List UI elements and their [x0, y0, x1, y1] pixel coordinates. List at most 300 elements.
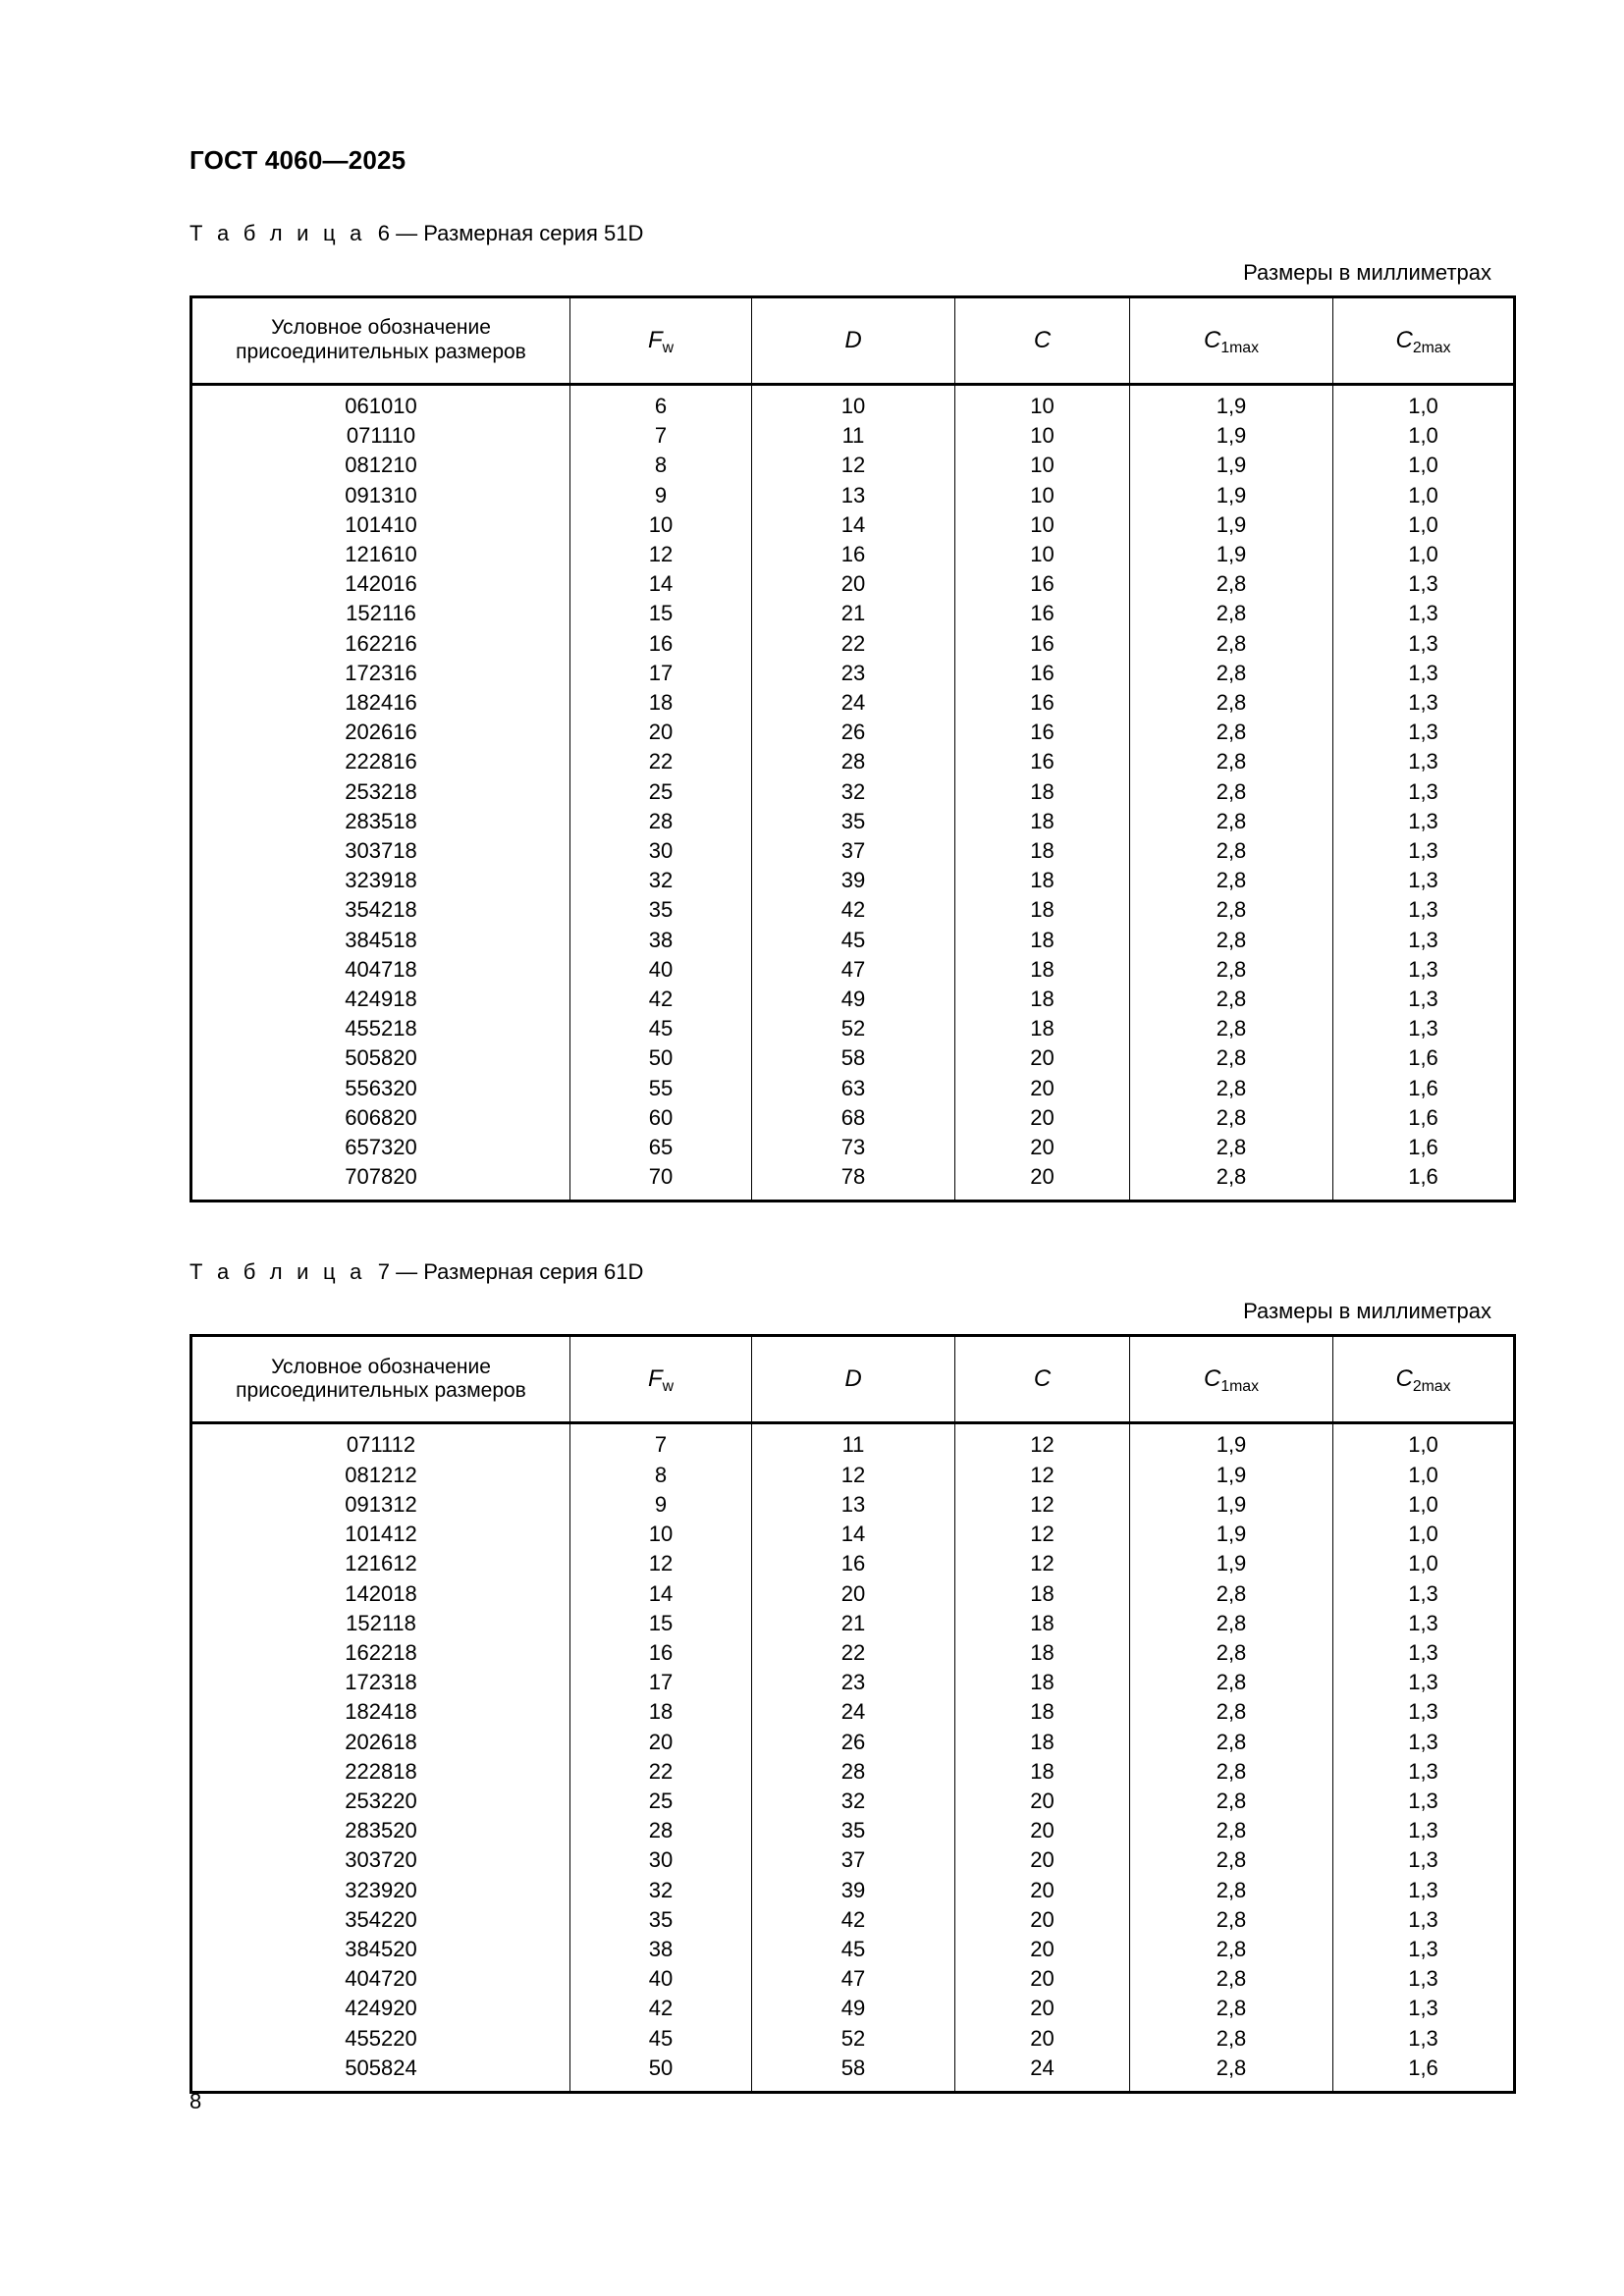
- cell-value: 22: [752, 1638, 955, 1668]
- cell-value: 1,3: [1333, 895, 1515, 925]
- table-row: [191, 451, 1515, 480]
- cell-value: 12: [955, 1423, 1130, 1461]
- column-header-symbol-5: [1333, 1336, 1515, 1423]
- cell-value: 2,8: [1130, 866, 1333, 895]
- table-row: [191, 1579, 1515, 1609]
- cell-value: 14: [752, 510, 955, 540]
- cell-value: 1,9: [1130, 1461, 1333, 1490]
- symbol-subscript: 2max: [1412, 339, 1451, 356]
- cell-value: 2,8: [1130, 926, 1333, 955]
- cell-value: 1,3: [1333, 836, 1515, 866]
- cell-value: 42: [752, 895, 955, 925]
- cell-designation: 081212: [191, 1461, 570, 1490]
- cell-designation: 162218: [191, 1638, 570, 1668]
- cell-value: 20: [570, 1728, 752, 1757]
- cell-value: 73: [752, 1133, 955, 1162]
- cell-value: 2,8: [1130, 895, 1333, 925]
- symbol-subscript: w: [662, 339, 675, 356]
- cell-value: 1,3: [1333, 1935, 1515, 1964]
- cell-value: 7: [570, 1423, 752, 1461]
- cell-value: 1,6: [1333, 1103, 1515, 1133]
- cell-value: 11: [752, 421, 955, 451]
- cell-value: 8: [570, 451, 752, 480]
- column-header-symbol-4: [1130, 297, 1333, 385]
- cell-value: 1,0: [1333, 510, 1515, 540]
- cell-value: 24: [752, 688, 955, 718]
- cell-value: 2,8: [1130, 688, 1333, 718]
- cell-value: 2,8: [1130, 2054, 1333, 2093]
- cell-value: 24: [955, 2054, 1130, 2093]
- table-caption-title: 7 — Размерная серия 61D: [377, 1259, 644, 1285]
- cell-designation: 202616: [191, 718, 570, 747]
- column-header-line-2: присоединительных размеров: [236, 341, 526, 363]
- symbol-letter: $C_{1max}$: [1203, 326, 1260, 356]
- table-row: [191, 1490, 1515, 1520]
- cell-value: 20: [955, 1133, 1130, 1162]
- cell-value: 20: [752, 1579, 955, 1609]
- cell-value: 9: [570, 481, 752, 510]
- cell-designation: 182416: [191, 688, 570, 718]
- cell-value: 10: [570, 510, 752, 540]
- cell-value: 30: [570, 1845, 752, 1875]
- cell-value: 18: [570, 688, 752, 718]
- table-row: [191, 421, 1515, 451]
- cell-value: 7: [570, 421, 752, 451]
- cell-value: 18: [955, 836, 1130, 866]
- cell-value: 47: [752, 955, 955, 985]
- cell-designation: 121612: [191, 1549, 570, 1578]
- cell-value: 10: [955, 540, 1130, 569]
- cell-value: 15: [570, 599, 752, 628]
- cell-value: 1,3: [1333, 1014, 1515, 1043]
- cell-value: 50: [570, 1043, 752, 1073]
- cell-value: 6: [570, 385, 752, 422]
- cell-value: 1,0: [1333, 1549, 1515, 1578]
- table-row: [191, 747, 1515, 776]
- table-row: [191, 866, 1515, 895]
- table-row: [191, 1728, 1515, 1757]
- cell-value: 10: [955, 510, 1130, 540]
- table-row: [191, 599, 1515, 628]
- cell-value: 17: [570, 1668, 752, 1697]
- column-header-symbol-3: [955, 297, 1130, 385]
- cell-value: 1,9: [1130, 385, 1333, 422]
- cell-value: 16: [752, 1549, 955, 1578]
- cell-value: 13: [752, 481, 955, 510]
- cell-value: 42: [570, 1994, 752, 2023]
- units-note: Размеры в миллиметрах: [1243, 260, 1491, 285]
- cell-value: 2,8: [1130, 1964, 1333, 1994]
- cell-designation: 182418: [191, 1697, 570, 1727]
- cell-designation: 556320: [191, 1074, 570, 1103]
- cell-designation: 505820: [191, 1043, 570, 1073]
- cell-value: 16: [955, 718, 1130, 747]
- cell-designation: 404718: [191, 955, 570, 985]
- cell-value: 2,8: [1130, 1816, 1333, 1845]
- table-row: [191, 2024, 1515, 2054]
- symbol-letter: C: [1033, 1365, 1052, 1393]
- cell-designation: 606820: [191, 1103, 570, 1133]
- cell-value: 26: [752, 718, 955, 747]
- cell-value: 1,9: [1130, 510, 1333, 540]
- column-header-symbol-3: [955, 1336, 1130, 1423]
- table-row: [191, 1014, 1515, 1043]
- column-header-symbol-5: [1333, 297, 1515, 385]
- cell-designation: 152116: [191, 599, 570, 628]
- table-row: [191, 540, 1515, 569]
- table-header-row: [191, 297, 1515, 385]
- symbol-subscript: 1max: [1220, 1378, 1260, 1396]
- symbol-letter: $C_{2max}$: [1395, 326, 1451, 356]
- page-content: [189, 221, 1513, 2094]
- cell-designation: 384520: [191, 1935, 570, 1964]
- cell-designation: 222818: [191, 1757, 570, 1787]
- table-row: [191, 895, 1515, 925]
- table-row: [191, 1461, 1515, 1490]
- cell-value: 1,0: [1333, 1490, 1515, 1520]
- cell-value: 28: [570, 807, 752, 836]
- cell-value: 2,8: [1130, 836, 1333, 866]
- cell-value: 1,3: [1333, 985, 1515, 1014]
- cell-value: 1,3: [1333, 777, 1515, 807]
- cell-value: 28: [570, 1816, 752, 1845]
- cell-designation: 424920: [191, 1994, 570, 2023]
- symbol-subscript: w: [662, 1378, 675, 1396]
- table-row: [191, 1043, 1515, 1073]
- cell-value: 20: [955, 1103, 1130, 1133]
- column-header-designation: [191, 297, 570, 385]
- cell-value: 2,8: [1130, 1787, 1333, 1816]
- cell-value: 2,8: [1130, 1638, 1333, 1668]
- table-row: [191, 807, 1515, 836]
- cell-value: 1,3: [1333, 599, 1515, 628]
- cell-value: 49: [752, 1994, 955, 2023]
- cell-value: 25: [570, 1787, 752, 1816]
- cell-value: 16: [955, 569, 1130, 599]
- cell-value: 1,3: [1333, 1638, 1515, 1668]
- cell-value: 1,3: [1333, 1905, 1515, 1935]
- cell-value: 78: [752, 1162, 955, 1201]
- cell-value: 24: [752, 1697, 955, 1727]
- cell-value: 2,8: [1130, 777, 1333, 807]
- column-header-line-1: Условное обозначение: [271, 1355, 491, 1378]
- cell-designation: 707820: [191, 1162, 570, 1201]
- cell-designation: 202618: [191, 1728, 570, 1757]
- table-row: [191, 985, 1515, 1014]
- cell-designation: 354220: [191, 1905, 570, 1935]
- cell-value: 28: [752, 1757, 955, 1787]
- cell-value: 40: [570, 1964, 752, 1994]
- cell-value: 45: [570, 1014, 752, 1043]
- table-row: [191, 1549, 1515, 1578]
- cell-value: 40: [570, 955, 752, 985]
- cell-value: 1,3: [1333, 1964, 1515, 1994]
- cell-value: 38: [570, 1935, 752, 1964]
- cell-value: 21: [752, 599, 955, 628]
- cell-designation: 121610: [191, 540, 570, 569]
- cell-value: 1,9: [1130, 1490, 1333, 1520]
- cell-value: 12: [955, 1461, 1130, 1490]
- table-row: [191, 955, 1515, 985]
- cell-value: 58: [752, 2054, 955, 2093]
- table-block: [189, 1259, 1513, 2093]
- cell-value: 1,6: [1333, 2054, 1515, 2093]
- cell-value: 11: [752, 1423, 955, 1461]
- cell-value: 37: [752, 1845, 955, 1875]
- symbol-subscript: 1max: [1220, 339, 1260, 356]
- cell-value: 22: [570, 747, 752, 776]
- cell-value: 2,8: [1130, 807, 1333, 836]
- cell-value: 16: [955, 659, 1130, 688]
- cell-value: 20: [570, 718, 752, 747]
- tables-container: [189, 221, 1513, 2094]
- cell-designation: 455220: [191, 2024, 570, 2054]
- cell-value: 1,3: [1333, 1728, 1515, 1757]
- cell-value: 23: [752, 1668, 955, 1697]
- page-number: 8: [189, 2089, 202, 2113]
- table-caption: [189, 1259, 1513, 1285]
- cell-designation: 071112: [191, 1423, 570, 1461]
- cell-value: 16: [570, 1638, 752, 1668]
- cell-designation: 101412: [191, 1520, 570, 1549]
- cell-value: 1,3: [1333, 1994, 1515, 2023]
- table-row: [191, 1757, 1515, 1787]
- cell-value: 20: [955, 1162, 1130, 1201]
- cell-value: 20: [752, 569, 955, 599]
- cell-value: 17: [570, 659, 752, 688]
- cell-value: 39: [752, 866, 955, 895]
- cell-value: 35: [570, 895, 752, 925]
- running-head: ГОСТ 4060—2025: [189, 145, 406, 175]
- cell-value: 32: [752, 777, 955, 807]
- table-spacer: [189, 1202, 1513, 1259]
- cell-value: 20: [955, 1043, 1130, 1073]
- cell-value: 1,6: [1333, 1133, 1515, 1162]
- cell-designation: 505824: [191, 2054, 570, 2093]
- cell-designation: 172316: [191, 659, 570, 688]
- cell-value: 1,3: [1333, 866, 1515, 895]
- cell-value: 2,8: [1130, 1579, 1333, 1609]
- cell-value: 18: [955, 777, 1130, 807]
- cell-value: 12: [955, 1549, 1130, 1578]
- cell-value: 42: [752, 1905, 955, 1935]
- cell-value: 18: [955, 1728, 1130, 1757]
- cell-value: 55: [570, 1074, 752, 1103]
- cell-value: 39: [752, 1876, 955, 1905]
- cell-designation: 283518: [191, 807, 570, 836]
- table-row: [191, 385, 1515, 422]
- cell-value: 2,8: [1130, 1994, 1333, 2023]
- cell-value: 20: [955, 1994, 1130, 2023]
- cell-designation: 222816: [191, 747, 570, 776]
- table-row: [191, 1638, 1515, 1668]
- cell-value: 1,3: [1333, 747, 1515, 776]
- cell-designation: 384518: [191, 926, 570, 955]
- cell-value: 68: [752, 1103, 955, 1133]
- table-row: [191, 1876, 1515, 1905]
- cell-value: 18: [955, 1697, 1130, 1727]
- cell-value: 2,8: [1130, 569, 1333, 599]
- cell-designation: 162216: [191, 629, 570, 659]
- cell-designation: 253220: [191, 1787, 570, 1816]
- symbol-letter: D: [844, 326, 862, 353]
- cell-value: 45: [752, 926, 955, 955]
- cell-value: 1,3: [1333, 1697, 1515, 1727]
- cell-designation: 091312: [191, 1490, 570, 1520]
- cell-value: 16: [570, 629, 752, 659]
- table-caption-word: Т а б л и ц а: [189, 221, 366, 245]
- table-row: [191, 2054, 1515, 2093]
- cell-value: 2,8: [1130, 2024, 1333, 2054]
- cell-designation: 172318: [191, 1668, 570, 1697]
- cell-designation: 283520: [191, 1816, 570, 1845]
- cell-value: 2,8: [1130, 1697, 1333, 1727]
- cell-value: 1,9: [1130, 451, 1333, 480]
- cell-designation: 253218: [191, 777, 570, 807]
- cell-value: 2,8: [1130, 1103, 1333, 1133]
- cell-value: 15: [570, 1609, 752, 1638]
- cell-value: 10: [955, 481, 1130, 510]
- table-row: [191, 481, 1515, 510]
- cell-value: 37: [752, 836, 955, 866]
- table-row: [191, 1905, 1515, 1935]
- cell-value: 35: [752, 1816, 955, 1845]
- cell-value: 1,3: [1333, 926, 1515, 955]
- cell-value: 21: [752, 1609, 955, 1638]
- symbol-letter: $F_w$: [647, 1365, 675, 1396]
- cell-value: 1,3: [1333, 1579, 1515, 1609]
- cell-value: 1,3: [1333, 1757, 1515, 1787]
- cell-value: 18: [570, 1697, 752, 1727]
- cell-value: 2,8: [1130, 1014, 1333, 1043]
- table-row: [191, 1697, 1515, 1727]
- cell-designation: 142018: [191, 1579, 570, 1609]
- table-row: [191, 1520, 1515, 1549]
- cell-value: 32: [752, 1787, 955, 1816]
- column-header-designation: [191, 1336, 570, 1423]
- cell-designation: 061010: [191, 385, 570, 422]
- cell-value: 1,9: [1130, 1423, 1333, 1461]
- cell-value: 22: [570, 1757, 752, 1787]
- cell-value: 1,0: [1333, 451, 1515, 480]
- cell-value: 20: [955, 1876, 1130, 1905]
- cell-value: 47: [752, 1964, 955, 1994]
- cell-value: 2,8: [1130, 1074, 1333, 1103]
- cell-value: 20: [955, 1905, 1130, 1935]
- cell-value: 20: [955, 1787, 1130, 1816]
- cell-value: 52: [752, 1014, 955, 1043]
- cell-designation: 091310: [191, 481, 570, 510]
- cell-value: 20: [955, 2024, 1130, 2054]
- cell-value: 18: [955, 866, 1130, 895]
- cell-value: 18: [955, 1757, 1130, 1787]
- cell-value: 49: [752, 985, 955, 1014]
- symbol-subscript: 2max: [1412, 1378, 1451, 1396]
- cell-value: 70: [570, 1162, 752, 1201]
- cell-value: 30: [570, 836, 752, 866]
- cell-value: 18: [955, 926, 1130, 955]
- cell-designation: 101410: [191, 510, 570, 540]
- cell-value: 23: [752, 659, 955, 688]
- cell-value: 2,8: [1130, 1133, 1333, 1162]
- cell-value: 2,8: [1130, 1845, 1333, 1875]
- cell-value: 18: [955, 807, 1130, 836]
- cell-value: 1,0: [1333, 385, 1515, 422]
- cell-value: 2,8: [1130, 599, 1333, 628]
- cell-value: 14: [570, 1579, 752, 1609]
- cell-value: 13: [752, 1490, 955, 1520]
- table-row: [191, 836, 1515, 866]
- table-row: [191, 1787, 1515, 1816]
- table-row: [191, 1994, 1515, 2023]
- cell-value: 12: [570, 540, 752, 569]
- cell-value: 1,3: [1333, 1845, 1515, 1875]
- cell-value: 32: [570, 1876, 752, 1905]
- cell-value: 1,3: [1333, 1876, 1515, 1905]
- cell-value: 1,0: [1333, 421, 1515, 451]
- cell-value: 14: [752, 1520, 955, 1549]
- cell-value: 38: [570, 926, 752, 955]
- table-row: [191, 1935, 1515, 1964]
- table-row: [191, 659, 1515, 688]
- cell-value: 1,3: [1333, 1787, 1515, 1816]
- cell-value: 1,0: [1333, 1461, 1515, 1490]
- column-header-symbol-1: [570, 297, 752, 385]
- table-row: [191, 926, 1515, 955]
- table-row: [191, 1668, 1515, 1697]
- cell-value: 1,3: [1333, 807, 1515, 836]
- cell-value: 1,0: [1333, 1423, 1515, 1461]
- cell-value: 18: [955, 1668, 1130, 1697]
- table-caption: [189, 221, 1513, 246]
- table-row: [191, 1423, 1515, 1461]
- table-row: [191, 629, 1515, 659]
- cell-value: 9: [570, 1490, 752, 1520]
- cell-value: 25: [570, 777, 752, 807]
- cell-value: 16: [955, 688, 1130, 718]
- cell-value: 16: [955, 629, 1130, 659]
- cell-value: 1,3: [1333, 1609, 1515, 1638]
- cell-value: 2,8: [1130, 1757, 1333, 1787]
- symbol-letter: $C_{2max}$: [1395, 1365, 1451, 1396]
- column-header-symbol-4: [1130, 1336, 1333, 1423]
- dimension-table: [189, 295, 1516, 1202]
- cell-value: 2,8: [1130, 629, 1333, 659]
- cell-value: 1,6: [1333, 1074, 1515, 1103]
- cell-value: 20: [955, 1935, 1130, 1964]
- cell-value: 1,3: [1333, 569, 1515, 599]
- cell-designation: 152118: [191, 1609, 570, 1638]
- cell-value: 14: [570, 569, 752, 599]
- cell-value: 20: [955, 1074, 1130, 1103]
- cell-value: 18: [955, 1014, 1130, 1043]
- cell-value: 1,3: [1333, 1816, 1515, 1845]
- column-header-symbol-2: [752, 1336, 955, 1423]
- cell-designation: 142016: [191, 569, 570, 599]
- cell-value: 18: [955, 895, 1130, 925]
- cell-value: 18: [955, 1609, 1130, 1638]
- cell-designation: 303718: [191, 836, 570, 866]
- cell-value: 1,3: [1333, 1668, 1515, 1697]
- cell-value: 12: [752, 451, 955, 480]
- cell-value: 2,8: [1130, 1043, 1333, 1073]
- cell-value: 1,3: [1333, 955, 1515, 985]
- cell-value: 12: [955, 1520, 1130, 1549]
- cell-value: 1,9: [1130, 481, 1333, 510]
- cell-value: 1,0: [1333, 481, 1515, 510]
- column-header-line-1: Условное обозначение: [271, 316, 491, 340]
- table-row: [191, 1162, 1515, 1201]
